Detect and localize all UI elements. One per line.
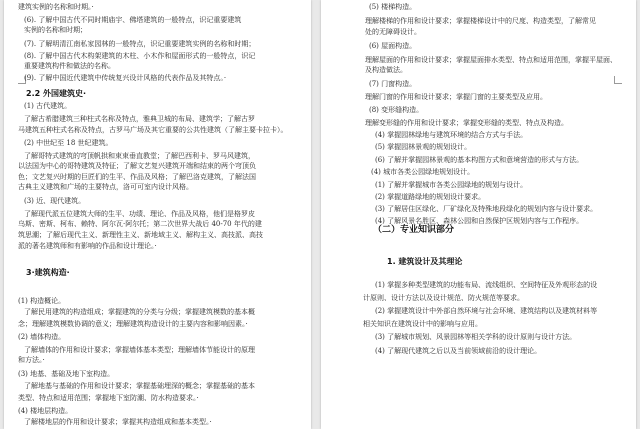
text-line: 古典主义建筑和广场的主要特点，洛可可室内设计风格。	[18, 183, 193, 191]
text-line: (8). 了解中国古代木构架建筑的木柱、小木作和屋面形式的一般特点，识记	[24, 52, 256, 60]
text-line: 及构造做法。	[365, 66, 407, 74]
text-line: (2) 墙体构造。	[18, 333, 66, 341]
text-line: 实例的名称和时期；	[24, 26, 87, 34]
text-line: 了解楼地层的作用和设计要求；掌握其构造组成和基本类型。·	[24, 418, 212, 426]
text-line: (4) 城市各类公园绿地规划设计。	[371, 168, 475, 176]
text-line: (1) 古代建筑。	[24, 102, 72, 110]
text-line: (6) 了解并掌握园林景观的基本构图方式和意境营造的形式与方法。	[375, 156, 584, 164]
text-line: 派的著名建筑师和有影响的作品和设计理论。·	[18, 242, 157, 250]
text-line: 筑思潮；了解后现代主义、新理性主义、新地域主义、解构主义、高技派、高技	[18, 231, 263, 239]
text-line: 了解古希腊建筑三种柱式名称及特点，雅典卫城的布局、建筑学；了解古罗	[24, 115, 255, 123]
text-line: 色；文艺复兴时期的巨匠们的生平、作品及风格；了解巴洛克建筑，了解法国	[18, 173, 256, 181]
margin-corner-mark	[614, 76, 622, 84]
text-line: (7). 了解明清江南私家园林的一般特点，识记重要建筑实例的名称和时期；	[24, 40, 256, 48]
text-line: (1) 了解并掌握城市各类公园绿地的规划与设计。	[375, 181, 528, 189]
text-line: (1) 构造概论。	[18, 297, 66, 305]
section-heading: 3·建筑构造·	[26, 268, 70, 277]
text-line: 了解现代派五位建筑大师的生平、功绩、理论、作品及风格，他们是格罗皮	[24, 210, 255, 218]
text-line: (6) 屋面构造。	[369, 42, 417, 50]
text-line: 了解墙体的作用和设计要求；掌握墙体基本类型；理解墙体节能设计的原理	[24, 346, 255, 354]
text-line: 理解屋面的作用和设计要求；掌握屋面排水类型、特点和适用范围，掌握平屋面、	[365, 56, 617, 64]
text-line: 建筑实例的名称和时期。·	[18, 3, 94, 11]
text-line: 念；理解建筑模数协调的意义；理解建筑构造设计的主要内容和影响因素。·	[18, 320, 248, 328]
body-text-line: (4) 了解现代建筑之后以及当前领域前沿的设计理论。	[375, 347, 542, 355]
text-line: 类型、特点和适用范围；掌握地下室防潮、防水构造要求。·	[18, 394, 199, 402]
right-document-page	[321, 0, 636, 429]
text-line: 处的无障碍设计。	[365, 28, 421, 36]
text-line: 和方法。·	[18, 356, 45, 364]
text-line: 理解楼梯的作用和设计要求；掌握楼梯设计中的尺度、构造类型，了解常见	[365, 17, 596, 25]
text-line: (5) 掌握园林景观的规划设计。	[375, 143, 472, 151]
text-line: 了解地基与基础的作用和设计要求；掌握基础埋深的概念；掌握基础的基本	[24, 382, 255, 390]
body-text-line: (3) 了解城市规划、风景园林等相关学科的设计原则与设计方法。	[375, 333, 577, 341]
body-text-line: 计原则、设计方法以及设计规范、防火规范等要求。	[363, 294, 524, 302]
text-line: (4) 楼地层构造。	[18, 407, 73, 415]
body-text-line: (1) 掌握多种类型建筑的功能布局、流线组织、空间特征及外观形态的设	[375, 281, 598, 289]
section-title: （二）专业知识部分	[373, 225, 455, 235]
text-line: 马建筑五种柱式名称及特点，古罗马广场及其它重要的公共性建筑（了解主要卡拉卡）。	[18, 126, 288, 134]
left-document-page	[4, 0, 311, 429]
text-line: 以法国为中心的哥特建筑及特征；了解文艺复兴建筑开端和结束的两个穹顶负	[18, 162, 256, 170]
text-line: 了解哥特式建筑的穹顶帆拱和束束垂直教堂；了解巴西利卡、罗马风建筑，	[24, 152, 255, 160]
text-line: 乌斯、密斯、柯布、赖特、阿尔瓦·阿尔托；第二次世界大战后 40-70 年代的建	[18, 220, 262, 228]
text-line: (4) 了解风景名胜区、森林公园和自然保护区规划内容与工作程序。	[375, 217, 584, 225]
text-line: (6). 了解中国古代不同时期庙宇、佛塔建筑的一般特点，识记重要建筑	[24, 16, 242, 24]
subsection-title: 1. 建筑设计及其理论	[387, 257, 463, 266]
text-line: 理解变形缝的作用和设计要求；掌握变形缝的类型、特点及构造。	[365, 119, 568, 127]
text-line: (3) 地基、基础及地下室构造。	[18, 370, 115, 378]
text-line: (8) 变形缝构造。	[369, 106, 424, 114]
text-line: (5) 楼梯构造。	[369, 3, 417, 11]
text-line: 理解门窗的作用和设计要求；掌握门窗的主要类型及应用。	[365, 93, 547, 101]
text-line: (2) 掌握道路绿地的规划设计要求。	[375, 193, 486, 201]
text-line: (3) 近、现代建筑。	[24, 197, 86, 205]
body-text-line: 相关知识在建筑设计中的影响与应用。	[363, 320, 482, 328]
text-line: (2) 中世纪至 18 世纪建筑。	[24, 139, 113, 147]
body-text-line: (2) 掌握建筑设计中外部自然环境与社会环境、建筑结构以及建筑材料等	[375, 307, 598, 315]
section-heading: 2.2 外国建筑史·	[26, 89, 86, 98]
text-line: (4) 掌握园林绿地与建筑环境的结合方式与手法。	[375, 131, 528, 139]
text-line: (3) 了解居住区绿化、厂矿绿化及特殊地段绿化的规划内容与设计要求。	[375, 205, 598, 213]
text-line: (7) 门窗构造。	[369, 80, 417, 88]
text-line: 了解民用建筑的构造组成；掌握建筑的分类与分级；掌握建筑模数的基本概	[24, 308, 255, 316]
text-line: (9). 了解中国近代建筑中传统复兴设计风格的代表作品及其特点。·	[24, 74, 227, 82]
text-line: 重要建筑构件和做法的名称。	[24, 62, 115, 70]
